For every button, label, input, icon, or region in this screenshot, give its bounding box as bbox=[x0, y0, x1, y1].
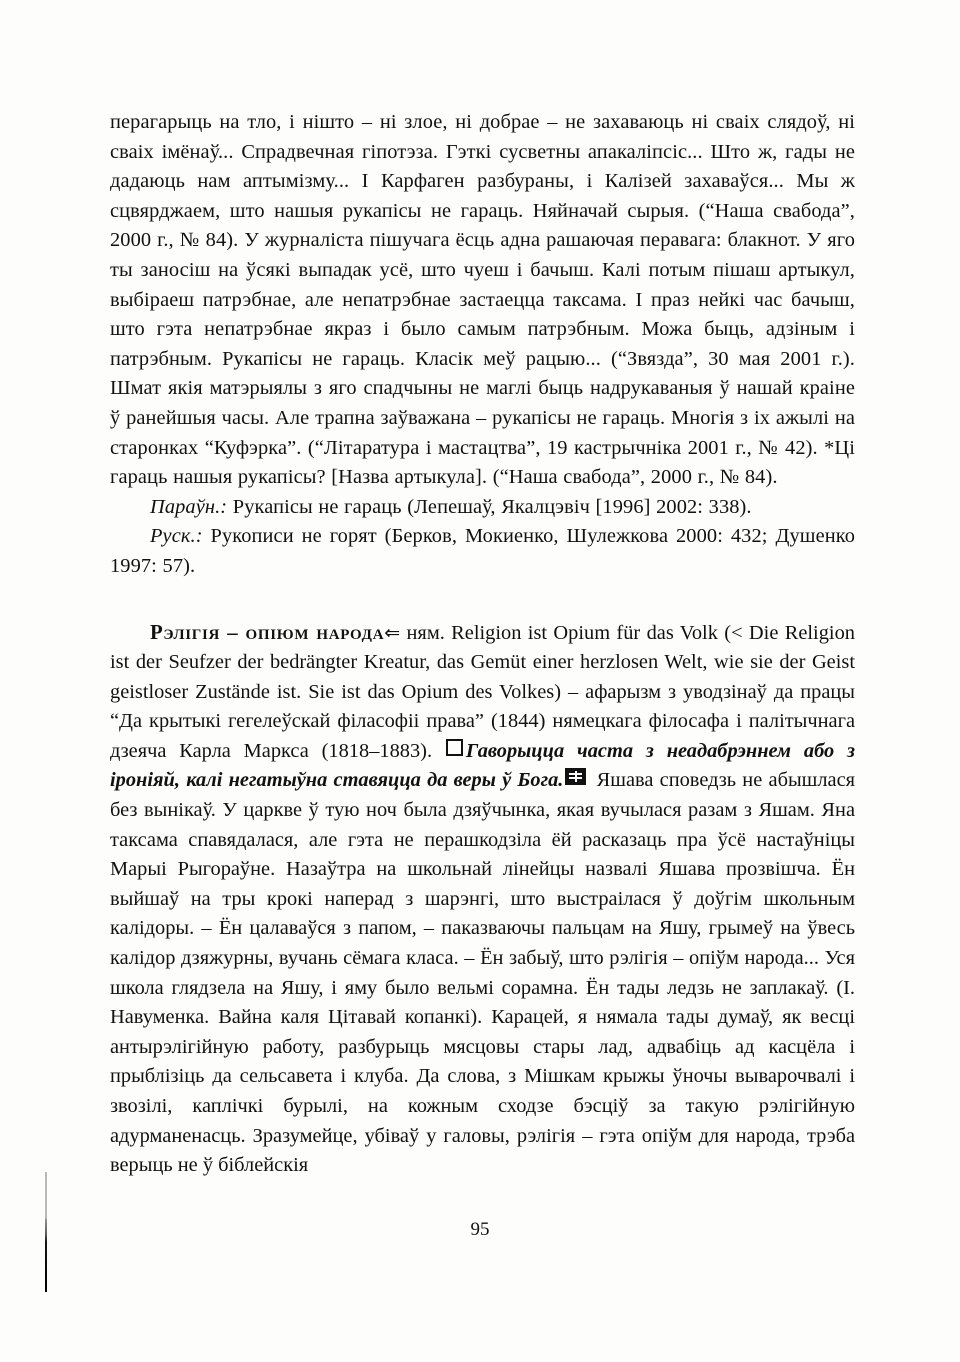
compare-reference-line bbox=[110, 493, 855, 523]
dictionary-entry bbox=[110, 618, 855, 1181]
page-number: 95 bbox=[470, 1219, 490, 1240]
text-column bbox=[110, 108, 855, 1181]
entry-definition: Гаворыцца часта з неадабрэннем або з іроніяй, калі негатыўна ставяцца да веры ў Бога. bbox=[110, 739, 855, 792]
left-double-arrow-icon: ⇐ bbox=[384, 621, 401, 644]
book-marker-icon bbox=[565, 768, 586, 785]
russian-text: Рукописи не горят (Берков, Мокиенко, Шулежкова 2000: 432; Душенко 1997: 57). bbox=[110, 525, 855, 577]
entry-headword: Рэлігія – опіюм народа bbox=[150, 620, 385, 644]
russian-label: Руск.: bbox=[150, 525, 203, 548]
entry-citation: Яшава споведзь не абышлася без вынікаў. У царкве ў тую ноч была дзяўчынка, якая вучылася разам з Яшам. Яна таксама спавядалася, але гэта не перашкодзіла ёй расказаць пра ўсё настаўніцы Марыі Рыгораўне. Назаўтра на школьнай лінейцы назвалі Яшава прозвішча. Ён выйшаў на тры крокі наперад з шарэнгі, што выстраілася ў доўгім школьным калідоры. – Ён цалаваўся з папом, – паказваючы пальцам на Яшу, грымеў на ўвесь калідор дзяжурны, вучань сёмага класа. – Ён забыў, што рэлігія – опіўм народа... Уся школа глядзела на Яшу, і яму было вельмі сорамна. Ён тады ледзь не заплакаў. (І. Навуменка. Вайна каля Цітавай копанкі). Карацей, я нямала тады думаў, як весці антырэлігійную работу, разбурыць мясцовы стары лад, адвабіць ад касцёла і прыблізіць да сельсавета і клуба. Да слова, з Мішкам крыжы ўночы выварочвалі і звозілі, каплічкі бурылі, на кожным сходзе бэсціў за такую рэлігійную адурманенасць. Зразумейце, убіваў у галовы, рэлігія – гэта опіўм для народа, трэба верыць не ў біблейскія bbox=[110, 769, 855, 1177]
compare-label: Параўн.: bbox=[150, 495, 228, 518]
square-marker-icon bbox=[446, 739, 463, 756]
compare-text: Рукапісы не гараць (Лепешаў, Якалцэвіч [1996] 2002: 338). bbox=[227, 495, 752, 518]
entry-etymology: ням. Religion ist Opium für das Volk (< Die Religion ist der Seufzer der bedrängter Kreatur, das Gemüt einer herzlosen Welt, wie sie der Geist geistloser Zustände ist. Sie ist das Opium des Volkes) – афарызм з уводзінаў да працы “Да крытыкі гегелеўскай філасофіі права” (1844) нямецкага філосафа і палітычнага дзеяча Карла Маркса (1818–1883). bbox=[110, 621, 855, 762]
russian-reference-line bbox=[110, 522, 855, 581]
continued-paragraph: перагарыць на тло, і нішто – ні злое, ні добрае – не захаваюць ні сваіх слядоў, ні сваіх імёнаў... Спрадвечная гіпотэза. Гэткі сусветны апакаліпсіс... Што ж, гады не дадаюць нам аптымізму... І Карфаген разбураны, і Калізей захаваўся... Мы ж сцвярджаем, што нашыя рукапісы не гараць. Няйначай сырыя. (“Наша свабода”, 2000 г., № 84). У журналіста пішучага ёсць адна рашаючая перавага: блакнот. У яго ты заносіш на ўсякі выпадак усё, што чуеш і бачыш. Калі потым пішаш артыкул, выбіраеш патрэбнае, але непатрэбнае застаецца таксама. І праз нейкі час бачыш, што гэта непатрэбнае якраз і было самым патрэбным. Можа быць, адзіным і патрэбным. Рукапісы не гараць. Класік меў рацыю... (“Звязда”, 30 мая 2001 г.). Шмат якія матэрыялы з яго спадчыны не маглі быць надрукаваныя ў нашай краіне ў ранейшыя часы. Але трапна заўважана – рукапісы не гараць. Многія з іх ажылі на старонках “Куфэрка”. (“Літаратура і мастацтва”, 19 кастрычніка 2001 г., № 42). *Ці гараць нашыя рукапісы? [Назва артыкула]. (“Наша свабода”, 2000 г., № 84). bbox=[110, 111, 855, 489]
entry-spacer bbox=[110, 582, 855, 618]
